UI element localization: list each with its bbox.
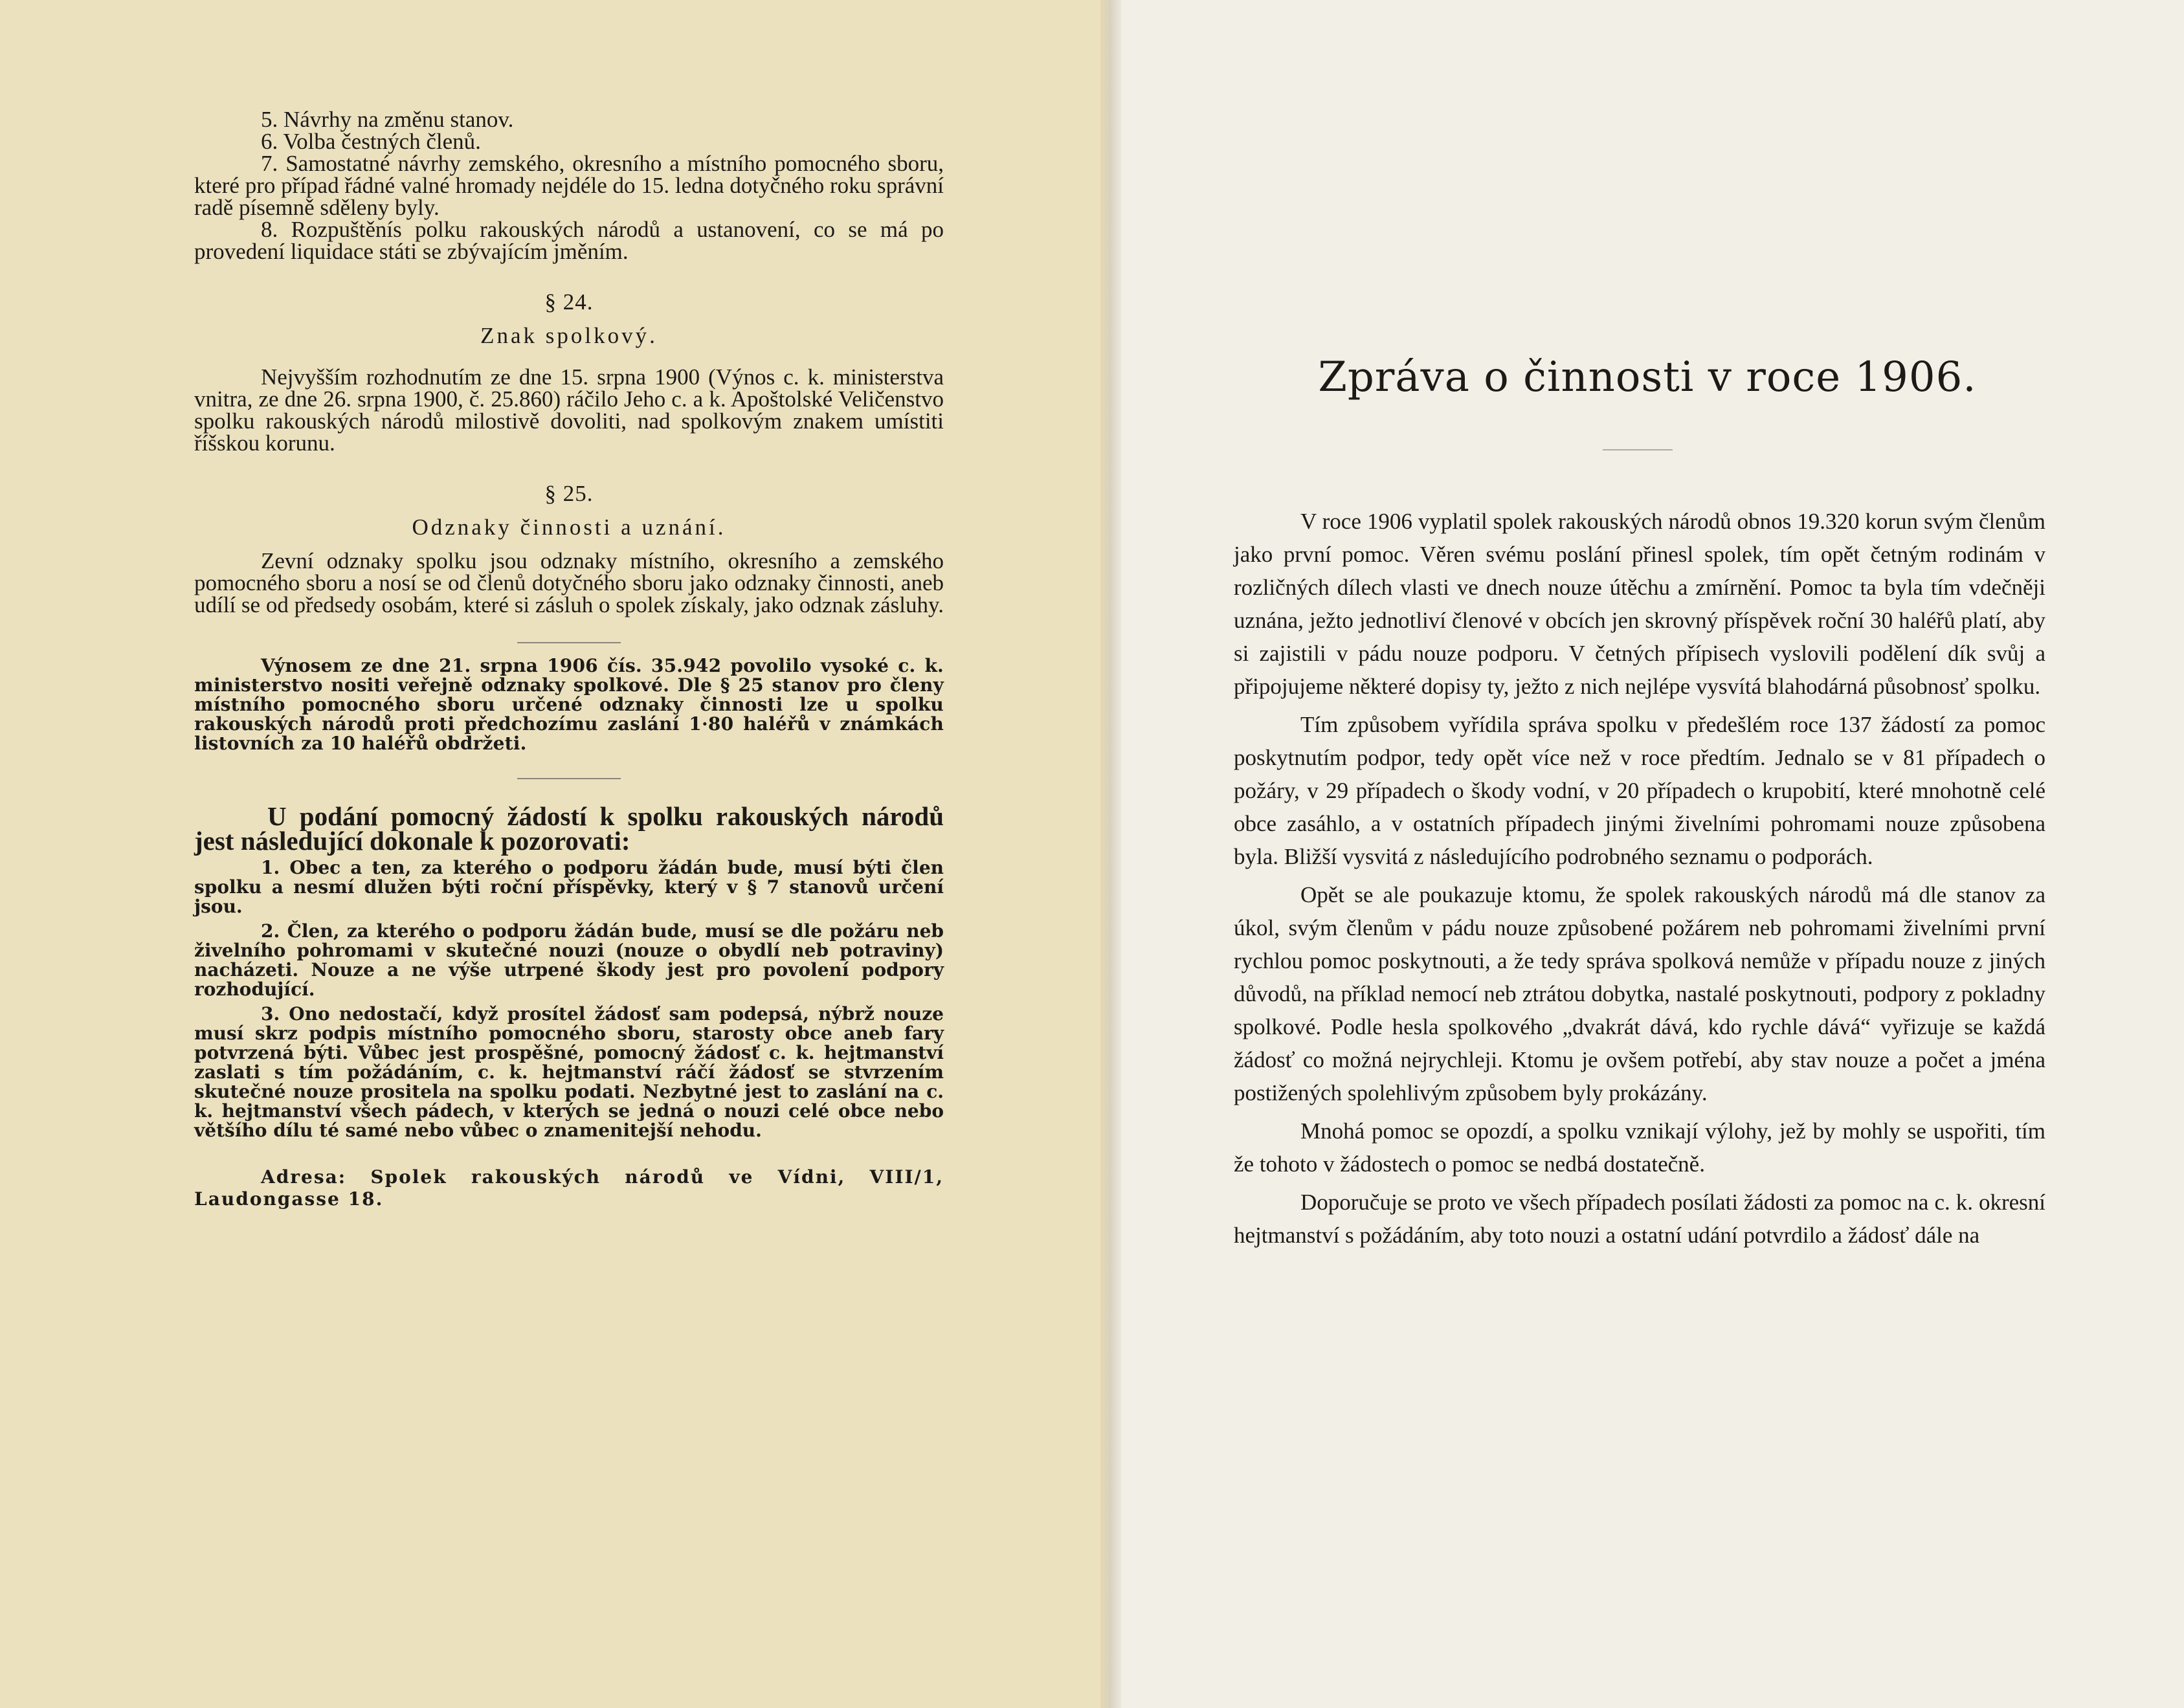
left-page-column <box>194 109 944 1210</box>
agenda-item: 6. Volba čestných členů. <box>261 129 481 154</box>
section-text: Nejvyšším rozhodnutím ze dne 15. srpna 1900 (Výnos c. k. ministerstva vnitra, ze dne 26. srpna 1900, č. 25.860) ráčilo Jeho c. a k. Apoštolské Veličenstvo spolku rakouských národů milostivě dovoliti, nad spolkovým znakem umístiti říšskou korunu. <box>194 364 944 456</box>
divider <box>517 642 621 643</box>
section-24 <box>194 291 944 454</box>
divider <box>517 778 621 779</box>
section-title: Znak spolkový. <box>480 323 658 348</box>
section-text: Zevní odznaky spolku jsou odznaky místního, okresního a zemského pomocného sboru a nosí se od členů dotyčného sboru jako odznaky činnosti, aneb udílí se od předsedy osobám, které si zásluh o spolek získaly, jako odznak zásluhy. <box>194 548 944 617</box>
book-gutter <box>1100 0 1121 1708</box>
report-paragraph: Opět se ale poukazuje ktomu, že spolek rakouských národů má dle stanov za úkol, svým členům v pádu nouze způsobené požárem neb pohromami živelními první rychlou pomoc poskytnouti, a že tedy správa spolková nemůže v případu nouze z jiných důvodů, na příklad nemocí neb ztrátou dobytka, nastalé poskytnouti, podpory z pokladny spolkové. Podle hesla spolkového „dvakrát dává, kdo rychle dává“ vyřizuje se každá žádosť co možná nejrychleji. Ktomu je ovšem potřebí, aby stav nouze a počet a jména postižených spolehlivým způsobem byly prokázány. <box>1234 882 2045 1105</box>
report-title: Zpráva o činnosti v roce 1906. <box>1318 353 1977 401</box>
section-number: § 25. <box>544 481 594 506</box>
decree-note: Výnosem ze dne 21. srpna 1906 čís. 35.942 povolilo vysoké c. k. ministerstvo nositi veřejně odznaky spolkové. Dle § 25 stanov pro členy místního pomocného sboru určené odznaky činnosti lze u spolku rakouských národů proti předchozímu zaslání 1·80 haléřů v známkách listovních za 10 haléřů obdržeti. <box>194 655 944 754</box>
report-paragraph: Mnohá pomoc se opozdí, a spolku vznikají výlohy, jež by mohly se uspořiti, tím že tohoto v žádostech o pomoc se nedbá dostatečně. <box>1234 1118 2045 1177</box>
section-25 <box>194 483 944 616</box>
society-address: Adresa: Spolek rakouských národů ve Vídni, VIII/1, Laudongasse 18. <box>194 1166 944 1210</box>
agenda-item: 7. Samostatné návrhy zemského, okresního a místního pomocného sboru, které pro případ řádné valné hromady nejdéle do 15. ledna dotyčného roku správní radě písemně sděleny byly. <box>194 151 944 220</box>
agenda-item: 8. Rozpuštěnís polku rakouských národů a ustanovení, co se má po provedení liquidace státi se zbývajícím jměním. <box>194 217 944 264</box>
section-title: Odznaky činnosti a uznání. <box>412 515 726 540</box>
report-paragraph: Tím způsobem vyřídila správa spolku v předešlém roce 137 žádostí za pomoc poskytnutím podpor, tedy opět více než v roce předtím. Jednalo se v 81 případech o požáry, v 29 případech o škody vodní, v 20 případech o krupobití, které mnohotně celé obce zasáhlo, a v ostatních případech jinými živelními pohromami nouze způsobena byla. Bližší vysvitá z následujícího podrobného seznamu o podporách. <box>1234 712 2045 869</box>
instruction-item: 2. Člen, za kterého o podporu žádán bude, musí se dle požáru neb živelního pohromami v skutečné nouzi (nouze o obydlí neb potraviny) nacházeti. Nouze a ne výše utrpené škody jest pro povolení podpory rozhodující. <box>194 920 944 1000</box>
report-body <box>1234 505 2045 1252</box>
instruction-item: 1. Obec a ten, za kterého o podporu žádán bude, musí býti člen spolku a nesmí dlužen býti roční příspěvky, který v § 7 stanovů určení jsou. <box>194 857 944 917</box>
instruction-item: 3. Ono nedostačí, když prosítel žádosť sam podepsá, nýbrž nouze musí skrz podpis místního pomocného sboru, starosty obce aneb fary potvrzená býti. Vůbec jest prospěšné, pomocný žádosť c. k. hejtmanství zaslati s tím požádáním, c. k. hejtmanství ráčí žádosť se stvrzením skutečné nouze prositela na spolku podati. Nezbytné jest to zaslání na c. k. hejtmanství všech pádech, v kterých se jedná o nouzi celé obce nebo většího dílu té samé nebo vůbec o znamenitejší nehodu. <box>194 1003 944 1141</box>
instructions-heading: U podání pomocný žádostí k spolku rakouských národů jest následující dokonale k pozorovati: <box>194 801 944 856</box>
agenda-item: 5. Návrhy na změnu stanov. <box>261 107 514 132</box>
application-instructions <box>194 801 944 1141</box>
agenda-list <box>194 109 944 263</box>
title-divider <box>1603 449 1673 450</box>
report-paragraph: V roce 1906 vyplatil spolek rakouských národů obnos 19.320 korun svým členům jako první pomoc. Věren svému poslání přinesl spolek, tím opět četným rodinám v rozličných dílech vlasti ve dnech nouze útěchu a zmírnění. Pomoc ta byla tím vdečněji uznána, ježto jednotliví členové v obcích jen skrovný příspěvek roční 30 haléřů platí, aby si zajistili v pádu nouze podporu. V četných přípisech vyslovili podělení dík svůj a připojujeme některé dopisy ty, ježto z nich nejlépe vysvítá blahodárná působnosť spolku. <box>1234 509 2045 699</box>
report-paragraph: Doporučuje se proto ve všech případech posílati žádosti za pomoc na c. k. okresní hejtmanství s požádáním, aby toto nouzi a ostatní udání potvrdilo a žádosť dále na <box>1234 1190 2045 1248</box>
section-number: § 24. <box>544 289 594 315</box>
